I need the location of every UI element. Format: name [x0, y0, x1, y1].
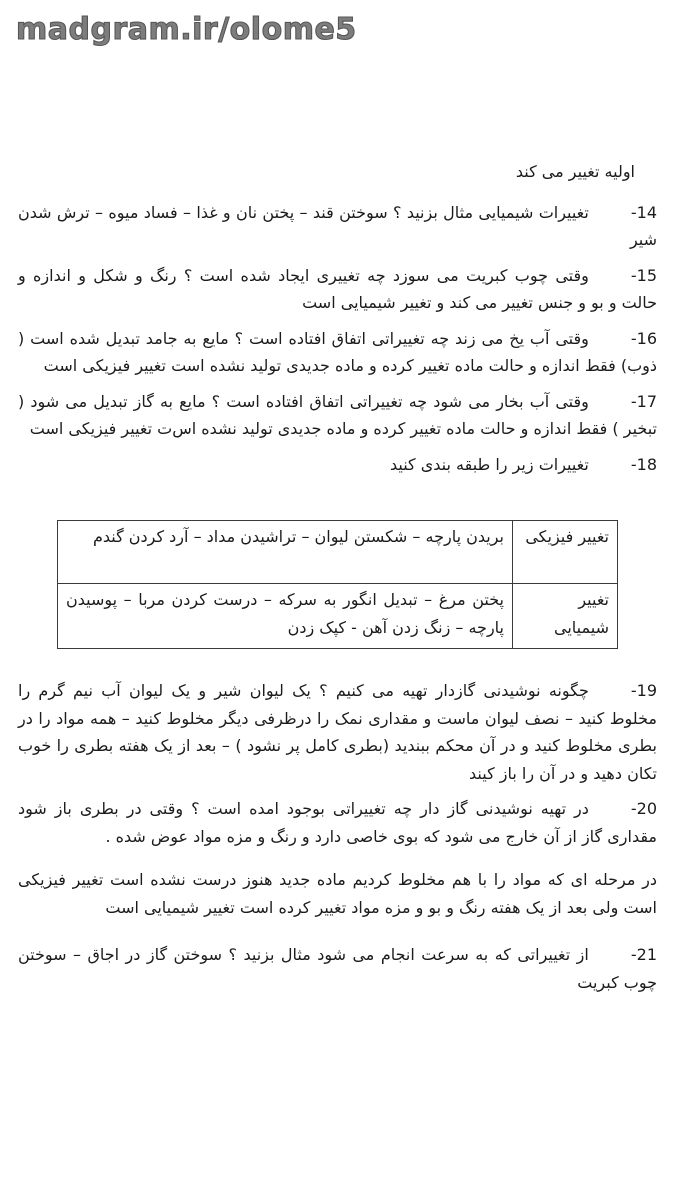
question-text: تغییرات شیمیایی مثال بزنید ؟ سوختن قند – پختن نان و غذا – فساد میوه – ترش شدن شیر: [18, 202, 657, 249]
tab-spacer: [589, 343, 631, 344]
classification-table: [57, 520, 618, 649]
question-item-20: [18, 795, 657, 850]
question-item-14: [18, 199, 657, 254]
question-item-17: [18, 388, 657, 443]
question-number: -16: [630, 328, 657, 348]
tab-spacer: [589, 406, 631, 407]
question-item-18: [18, 451, 657, 479]
question-text: وقتی آب بخار می شود چه تغییراتی اتفاق افتاده است ؟ مایع به گاز تبدیل می شود ( تبخیر ) فقط اندازه و حالت ماده تغییر کرده و ماده جدیدی تولید نشده اس‌ت تغییر فیزیکی است: [18, 391, 657, 438]
examples-cell: بریدن پارچه – شکستن لیوان – تراشیدن مداد – آرد کردن گندم: [58, 521, 513, 584]
category-label-cell: تغییر شیمیایی: [513, 584, 618, 649]
question-number: -14: [630, 202, 657, 222]
question-item-21: [18, 941, 657, 996]
table-row-physical: [58, 521, 618, 584]
question-text: وقتی چوب کبریت می سوزد چه تغییری ایجاد شده است ؟ رنگ و شکل و اندازه و حالت و بو و جنس تغییر می کند و تغییر شیمیایی است: [18, 265, 657, 312]
question-text: چگونه نوشیدنی گازدار تهیه می کنیم ؟ یک لیوان شیر و یک لیوان آب نیم گرم را مخلوط کنید – نصف لیوان ماست و مقداری نمک را درظرفی دیگر مخلوط کنید – همه مواد را در بطری مخلوط کنید و در آن محکم ببندید (بطری کامل پر نشود ) – بعد از یک هفته بطری را خوب تکان دهید و در آن را باز کیند: [18, 681, 657, 783]
table-row-chemical: [58, 584, 618, 649]
question-text: از تغییراتی که به سرعت انجام می شود مثال بزنید ؟ سوختن گاز در اجاق – سوختن چوب کبریت: [18, 945, 657, 992]
classification-table-wrapper: [57, 520, 618, 649]
examples-cell: پختن مرغ – تبدیل انگور به سرکه – درست کردن مربا – پوسیدن پارچه – زنگ زدن آهن - کپک زدن: [58, 584, 513, 649]
question-number: -17: [630, 391, 657, 411]
note-paragraph: در مرحله ای که مواد را با هم مخلوط کردیم ماده جدید هنوز درست نشده است تغییر فیزیکی است ولی بعد از یک هفته رنگ و بو و مزه مواد تغییر کرده است تغییر شیمیایی است: [18, 870, 657, 917]
question-number: -18: [630, 454, 657, 474]
tab-spacer: [589, 280, 631, 281]
tab-spacer: [589, 469, 631, 470]
tab-spacer: [589, 695, 631, 696]
question-text: تغییرات زیر را طبقه بندی کنید: [389, 454, 589, 474]
question-number: -19: [630, 681, 657, 700]
question-item-19: [18, 677, 657, 787]
carryover-line: اولیه تغییر می کند: [515, 162, 635, 181]
question-number: -21: [630, 945, 657, 964]
tab-spacer: [589, 959, 631, 960]
question-item-15: [18, 262, 657, 317]
category-label-cell: تغییر فیزیکی: [513, 521, 618, 584]
tab-spacer: [589, 217, 631, 218]
watermark-text: madgram.ir/olome5: [16, 12, 357, 47]
question-text: وقتی آب یخ می زند چه تغییراتی اتفاق افتاده است ؟ مایع به جامد تبدیل شده است ( ذوب) فقط اندازه و حالت ماده تغییر کرده و ماده جدیدی تولید نشده است تغییر فیزیکی است: [18, 328, 657, 375]
question-item-16: [18, 325, 657, 380]
question-number: -20: [630, 799, 657, 818]
question-number: -15: [630, 265, 657, 285]
question-text: در تهیه نوشیدنی گاز دار چه تغییراتی بوجود امده است ؟ وقتی در بطری باز شود مقداری گاز از آن خارج می شود که بوی خاصی دارد و رنگ و مزه مواد عوض شده .: [18, 799, 657, 846]
tab-spacer: [589, 813, 631, 814]
